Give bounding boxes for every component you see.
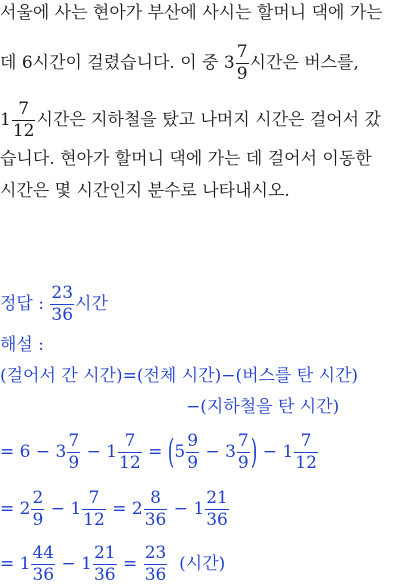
- eq2-frac-7-12: $\frac{7}{12}$: [83, 488, 105, 530]
- solution-eq-2: = 2 $\frac{2}{9}$ − 1 $\frac{7}{12}$ = 2 $\frac{8}{36}$ − 1 $\frac{21}{36}$: [0, 488, 228, 530]
- eq3-frac-44-36: $\frac{44}{36}$: [32, 543, 55, 585]
- solution-formula-line-2: −(지하철을 탄 시간): [186, 397, 340, 417]
- answer-label: 정답 :: [0, 294, 44, 314]
- fraction-7-12: $\frac{7}{12}$: [12, 99, 35, 141]
- solution-eq-3: = 1 $\frac{44}{36}$ − 1 $\frac{21}{36}$ = $\frac{23}{36}$ (시간): [0, 543, 226, 585]
- eq1-frac-7-12-b: $\frac{7}{12}$: [295, 431, 317, 473]
- fraction-7-9: $\frac{7}{9}$: [236, 42, 248, 84]
- eq3-unit: (시간): [179, 554, 226, 574]
- solution-formula-line-1: (걸어서 간 시간)=(전체 시간)−(버스를 탄 시간): [0, 366, 359, 386]
- answer-line: [0, 285, 108, 324]
- eq2-frac-21-36: $\frac{21}{36}$: [206, 488, 228, 530]
- eq1-frac-7-9-b: $\frac{7}{9}$: [237, 431, 249, 473]
- solution-label: 해설 :: [0, 335, 44, 355]
- eq3-frac-21-36: $\frac{21}{36}$: [93, 543, 116, 585]
- problem-line-2: 데 6시간이 걸렸습니다. 이 중 3 $\frac{7}{9}$ 시간은 버스를,: [0, 42, 359, 84]
- answer-fraction: $\frac{23}{36}$: [51, 283, 74, 325]
- eq2-frac-2-9: $\frac{2}{9}$: [32, 488, 44, 530]
- problem-line-1: 서울에 사는 현아가 부산에 사시는 할머니 댁에 가는: [0, 3, 383, 23]
- answer-unit: 시간: [75, 294, 108, 314]
- problem-line-3: 1 $\frac{7}{12}$ 시간은 지하철을 탔고 나머지 시간은 걸어서 갔: [0, 99, 381, 141]
- eq3-frac-23-36: $\frac{23}{36}$: [144, 543, 167, 585]
- eq1-frac-7-9-a: $\frac{7}{9}$: [68, 431, 80, 473]
- eq1-frac-7-12-a: $\frac{7}{12}$: [119, 431, 141, 473]
- problem-line-4: 습니다. 현아가 할머니 댁에 가는 데 걸어서 이동한: [0, 149, 372, 169]
- solution-eq-1: = 6 − 3 $\frac{7}{9}$ − 1 $\frac{7}{12}$ = (5 $\frac{9}{9}$ − 3 $\frac{7}{9}$ ) − 1 $\frac{7}{12}$: [0, 431, 317, 473]
- eq1-frac-9-9: $\frac{9}{9}$: [187, 431, 199, 473]
- eq2-frac-8-36: $\frac{8}{36}$: [144, 488, 167, 530]
- problem-line-5: 시간은 몇 시간인지 분수로 나타내시오.: [0, 181, 290, 201]
